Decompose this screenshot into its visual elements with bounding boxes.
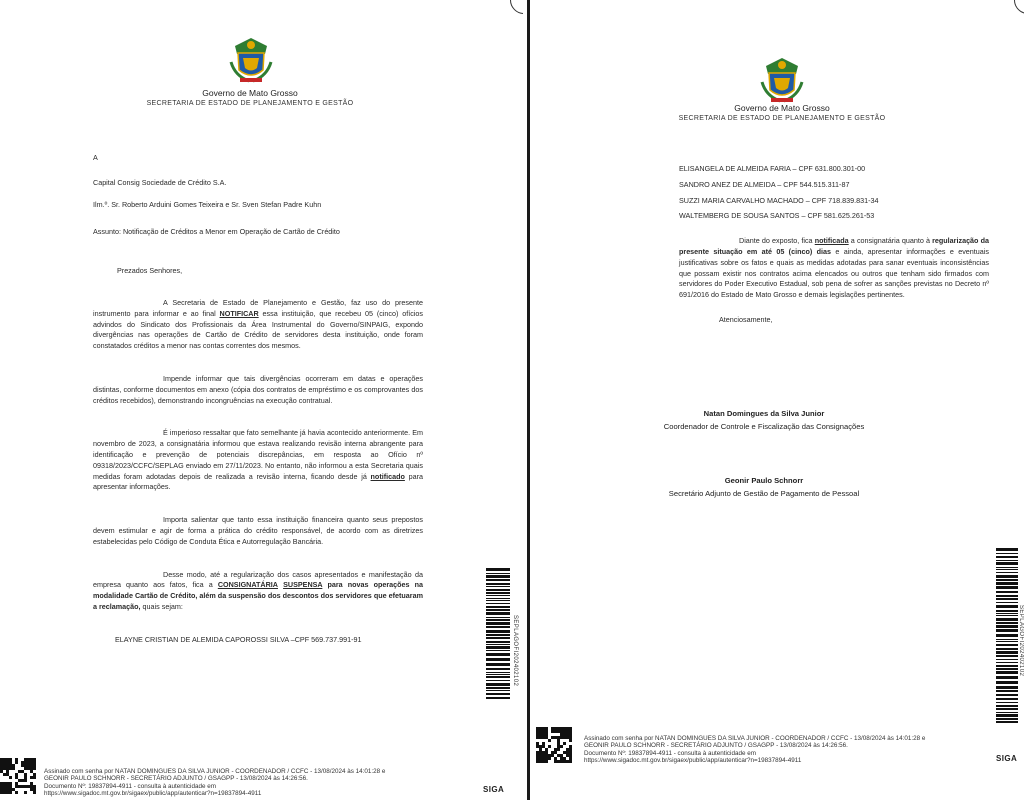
signer-title-1: Coordenador de Controle e Fiscalização das Consignações	[663, 422, 865, 431]
paragraph-3: É imperioso ressaltar que fato semelhante já havia acontecido anteriormente. Em novembro de 2023, a consignatária informou que estava realizando revisão interna abrangente para identificação e prevenção de potenciais discrepâncias, em resposta ao Ofício nº 09318/2023/CCFC/SEPLAG enviado em 27/11/2023. No entanto, não informou a esta Secretaria quais medidas foram adotadas depois de realizada a revisão interna, ficando desde já notificado para apresentar informações.	[93, 428, 423, 492]
signer-title-2: Secretário Adjunto de Gestão de Pagamento de Pessoal	[668, 489, 860, 498]
signer-name-2: Geonir Paulo Schnorr	[724, 476, 804, 485]
signature-block-2	[634, 476, 894, 498]
employee-name-1: ELAYNE CRISTIAN DE ALEMIDA CAPOROSSI SILVA –CPF 569.737.991-91	[115, 634, 362, 644]
mato-grosso-crest-icon	[229, 36, 273, 84]
conclusion-paragraph: Diante do exposto, fica notificada a consignatária quanto à regularização da presente situação em até 05 (cinco) dias e ainda, apresentar informações e eventuais justificativas sobre os fatos e quais as medidas adotadas para sanar eventuais inconsistências que possam existir nos contratos acima elencados ou outros que tenham sido firmados com servidores do Poder Executivo Estadual, sob pena de sofrer as sanções previstas no Decreto nº 691/2016 do Estado de Mato Grosso e demais legislações pertinentes.	[679, 236, 989, 300]
signer-name-1: Natan Domingues da Silva Junior	[703, 409, 825, 418]
vertical-barcode	[996, 548, 1018, 724]
page-divider	[527, 0, 530, 800]
company-name: Capital Consig Sociedade de Crédito S.A.	[93, 177, 227, 187]
notificada-emphasis: notificada	[814, 236, 849, 246]
secretariat-name: SECRETARIA DE ESTADO DE PLANEJAMENTO E GESTÃO	[678, 115, 886, 122]
vertical-barcode	[486, 568, 510, 702]
paragraph-1: A Secretaria de Estado de Planejamento e Gestão, faz uso do presente instrumento para informar e ao final NOTIFICAR essa instituição, que recebeu 05 (cinco) ofícios advindos do Sindicato dos Profissionais da Área Instrumental do Governo/SINPAIG, expondo divergências nas operações de Cartão de Crédito de servidores desta instituição, onde foram constatados créditos a menor nas contas correntes dos mesmos.	[93, 297, 423, 351]
employee-name-3: SANDRO ANEZ DE ALMEIDA – CPF 544.515.311-87	[679, 179, 850, 189]
siga-logo: SIGA	[996, 754, 1018, 763]
qr-module	[33, 791, 36, 794]
signature-block-1	[634, 409, 894, 431]
letter-body	[679, 164, 989, 326]
government-name: Governo de Mato Grosso	[202, 88, 298, 98]
employee-name-5: WALTEMBERG DE SOUSA SANTOS – CPF 581.625.261-53	[679, 211, 875, 221]
qr-code	[536, 727, 572, 763]
paragraph-5: Desse modo, até a regularização dos casos apresentados e manifestação da empresa quanto aos fatos, fica a CONSIGNATÁRIA SUSPENSA para novas operações na modalidade Cartão de Crédito, além da suspensão dos descontos dos servidores que efetuaram a reclamação, quais sejam:	[93, 569, 423, 611]
document-page-2	[534, 0, 1024, 800]
barcode-gap	[486, 699, 510, 700]
closing: Atenciosamente,	[719, 314, 773, 324]
qr-module	[569, 760, 572, 763]
barcode-gap	[996, 723, 1018, 724]
employee-name-2: ELISANGELA DE ALMEIDA FARIA – CPF 631.800.301-00	[679, 164, 866, 173]
addressee-prefix: A	[93, 153, 98, 162]
paragraph-4: Importa salientar que tanto essa instituição financeira quanto seus prepostos devem estimular e agir de forma a prática do crédito responsável, de acordo com as diretrizes estabelecidas pelo Código de Conduta Ética e Autorregulação Bancária.	[93, 515, 423, 546]
page-corner-mark	[510, 0, 523, 14]
letter-body	[93, 153, 423, 646]
letterhead	[120, 88, 380, 107]
greeting: Prezados Senhores,	[117, 266, 183, 276]
siga-logo: SIGA	[483, 785, 505, 794]
barcode-label: SEPLAGOFI202402102	[1018, 605, 1024, 677]
subject-line: Assunto: Notificação de Créditos a Menor em Operação de Cartão de Crédito	[93, 227, 340, 237]
letterhead	[652, 103, 912, 122]
paragraph-2: Impende informar que tais divergências ocorreram em datas e operações distintas, conforme documentos em anexo (cópia dos contratos de empréstimo e os comprovantes dos créditos recebidos), demonstrando incongruências na execução contratual.	[93, 373, 423, 405]
mato-grosso-crest-icon	[760, 56, 804, 104]
notificar-emphasis: NOTIFICAR	[219, 308, 259, 318]
qr-code	[0, 758, 36, 794]
signature-footer: Assinado com senha por NATAN DOMINGUES DA SILVA JUNIOR - COORDENADOR / CCFC - 13/08/2024 às 14:01:28 e GEONIR PAULO SCHNORR - SECRETÁRIO ADJUNTO / GSAGPP - 13/08/2024 às 14:26:56. Documento Nº: 19837894-4911 - consulta à autenticidade em https://www.sigadoc.mt.gov.br/sigaex/public/app/autenticar?n=19837894-4911	[584, 735, 926, 765]
government-name: Governo de Mato Grosso	[734, 103, 830, 113]
page-corner-mark	[1014, 0, 1024, 14]
secretariat-name: SECRETARIA DE ESTADO DE PLANEJAMENTO E GESTÃO	[146, 100, 354, 107]
recipients: Ilm.º. Sr. Roberto Arduini Gomes Teixeira e Sr. Sven Stefan Padre Kuhn	[93, 199, 322, 209]
notificado-emphasis: notificado	[370, 471, 405, 481]
signature-footer: Assinado com senha por NATAN DOMINGUES DA SILVA JUNIOR - COORDENADOR / CCFC - 13/08/2024 às 14:01:28 e GEONIR PAULO SCHNORR - SECRETÁRIO ADJUNTO / GSAGPP - 13/08/2024 às 14:26:56. Documento Nº: 19837894-4911 - consulta à autenticidade em https://www.sigadoc.mt.gov.br/sigaex/public/app/autenticar?n=19837894-4911	[44, 768, 386, 798]
barcode-label: SEPLAGOFI202402102	[512, 615, 518, 687]
employee-name-4: SUZZI MARIA CARVALHO MACHADO – CPF 718.839.831-34	[679, 195, 879, 205]
